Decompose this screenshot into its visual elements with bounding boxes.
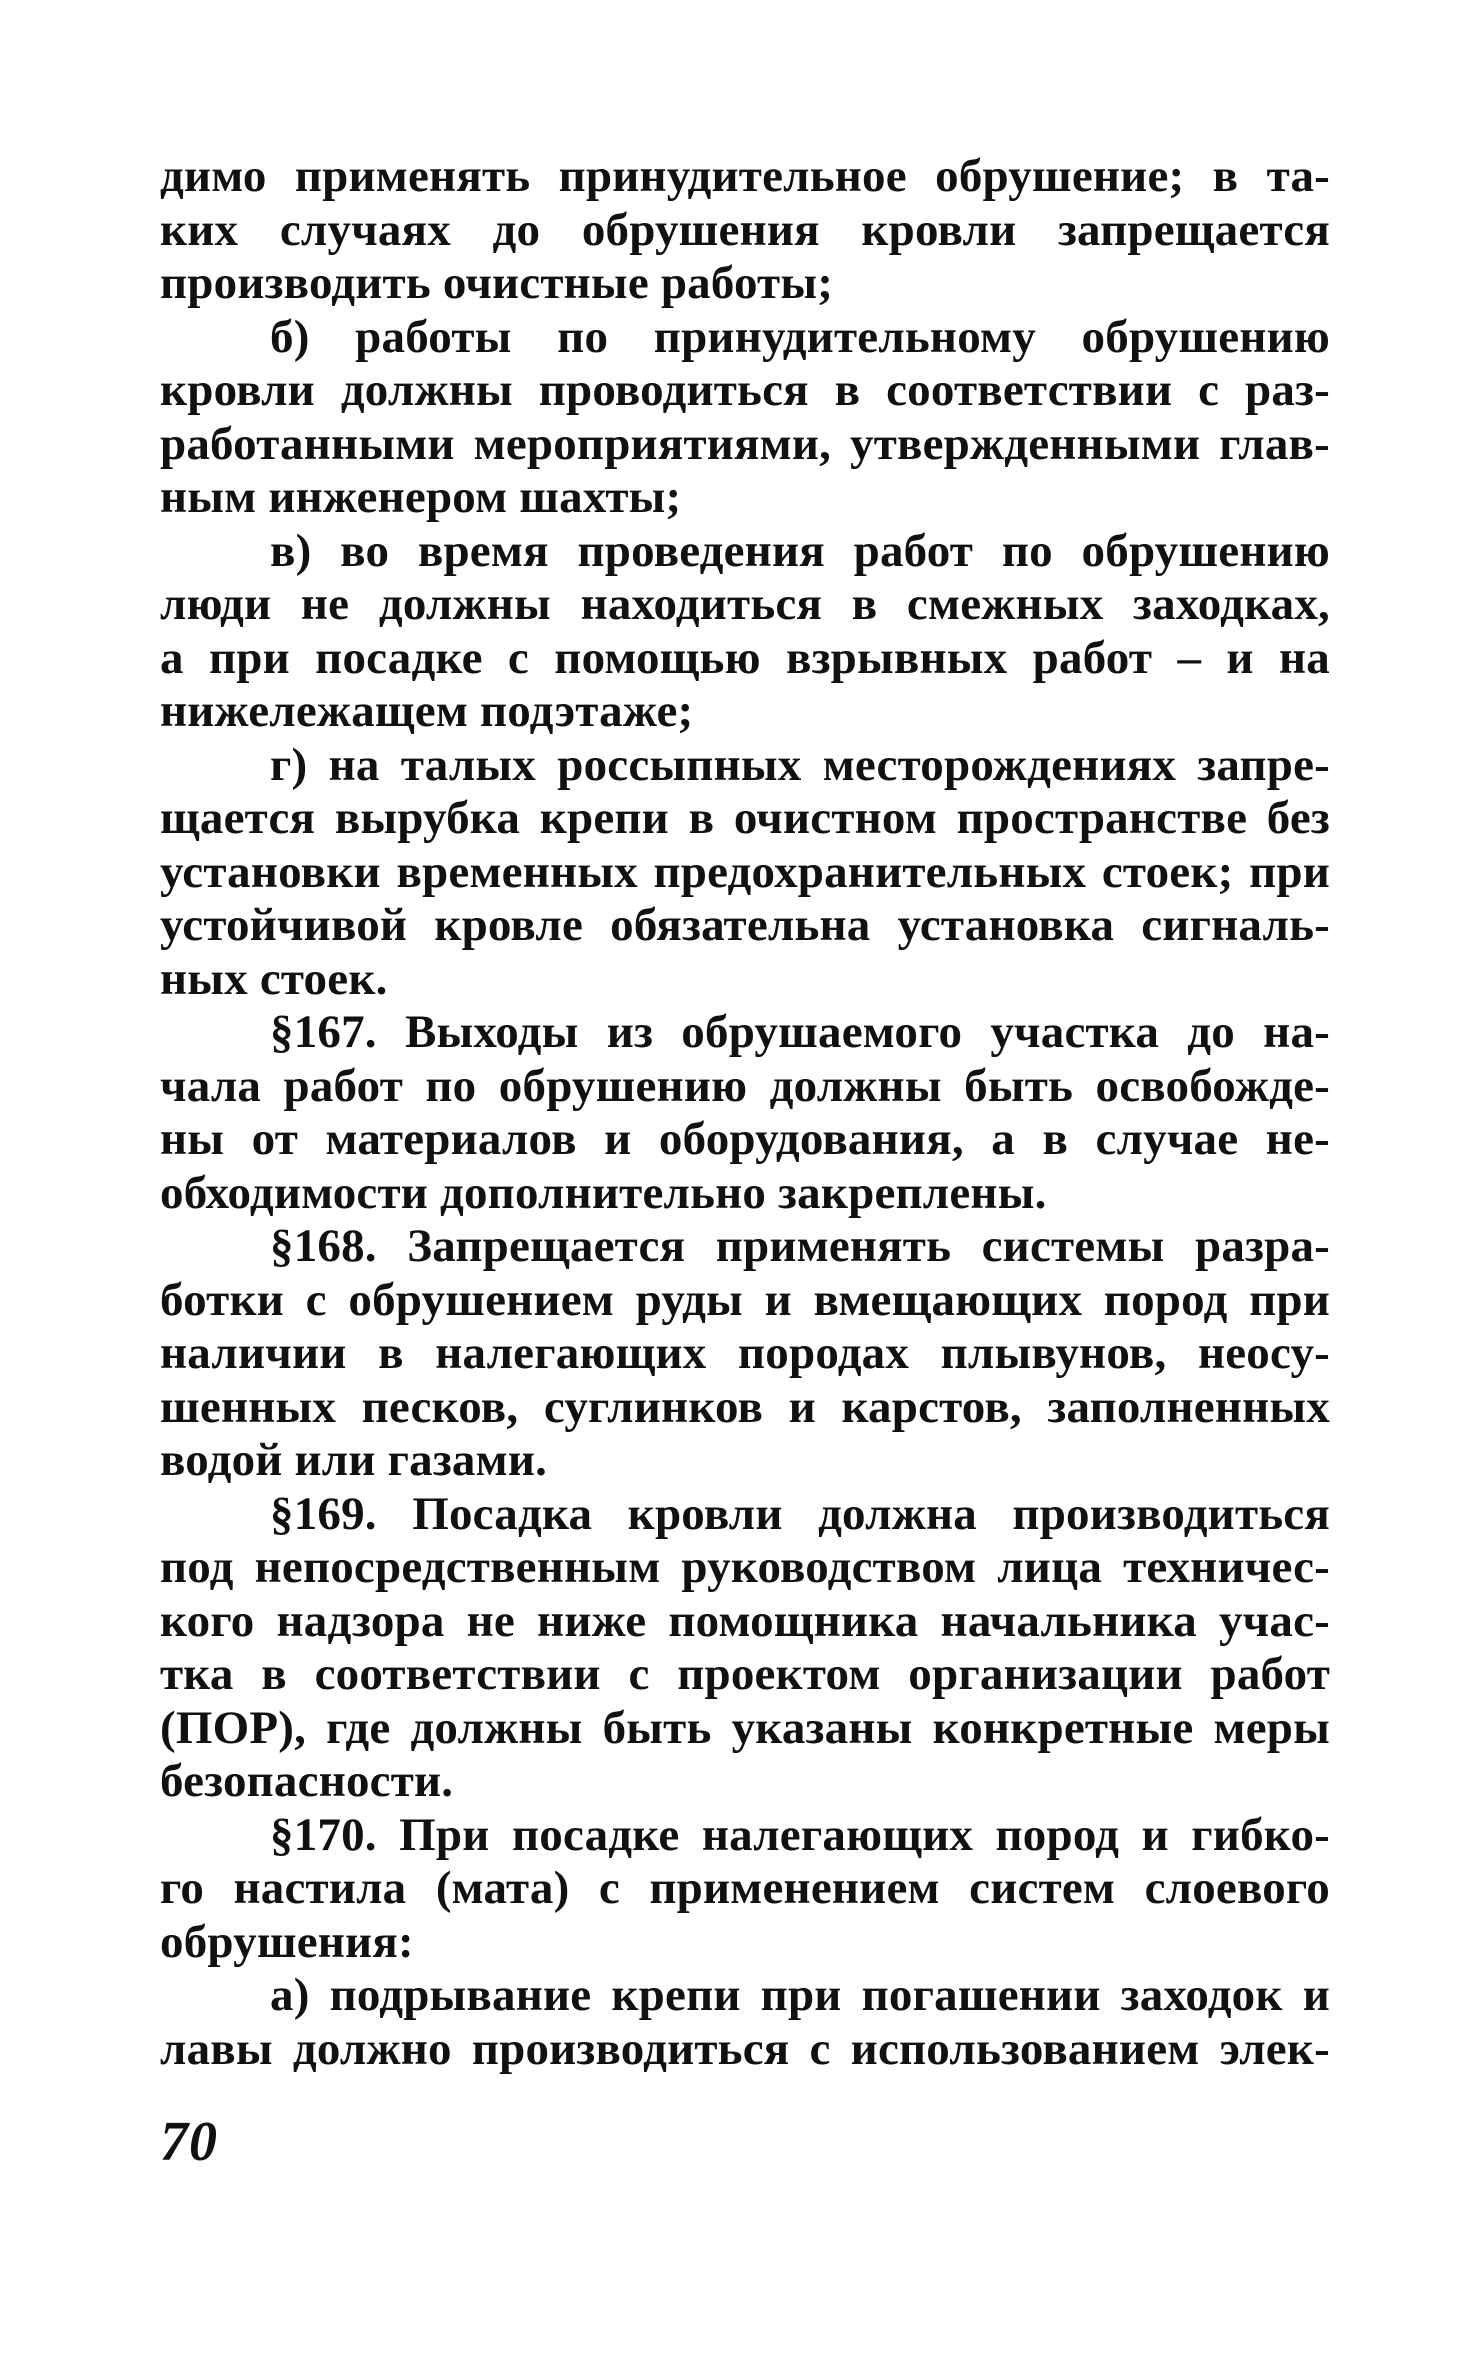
text-line: шенных песков, суглинков и карстов, заполненных [160,1380,1330,1433]
text-line: тка в соответствии с проектом организации работ [160,1648,1330,1700]
text-line: а при посадке с помощью взрывных работ – и на [160,631,1330,684]
text-line: §169. Посадка кровли должна производиться [270,1487,1330,1540]
text-line: в) во время проведения работ по обрушению [270,524,1330,577]
paragraph-section-169 [160,1488,1330,1809]
text-line: кого надзора не ниже помощника начальника учас- [160,1594,1330,1647]
text-line: установки временных предохранительных стоек; при [160,845,1330,898]
paragraph-section-167 [160,1006,1330,1220]
text-line: лавы должно производиться с использованием элек- [160,2022,1330,2075]
text-line: водой или газами. [160,1434,548,1486]
text-line: ны от материалов и оборудования, а в случае не- [160,1113,1330,1165]
text-line: люди не должны находиться в смежных заходках, [160,578,1330,630]
paragraph-item-g [160,739,1330,1007]
page-number: 70 [160,2111,218,2173]
text-line: ных стоек. [160,952,388,1005]
text-line: щается вырубка крепи в очистном пространстве без [160,792,1330,844]
paragraph-item-b [160,311,1330,525]
text-line: работанными мероприятиями, утвержденными глав- [160,417,1330,470]
page-body [160,150,1330,2076]
text-line: под непосредственным руководством лица техничес- [160,1541,1330,1593]
text-line: §167. Выходы из обрушаемого участка до на- [270,1006,1330,1058]
text-line: а) подрывание крепи при погашении заходок и [270,1969,1330,2021]
paragraph-continuation [160,150,1330,311]
text-line: г) на талых россыпных месторождениях запре- [270,738,1330,791]
text-line: (ПОР), где должны быть указаны конкретные меры [160,1701,1330,1754]
text-line: нижележащем подэтаже; [160,685,694,737]
text-line: ным инженером шахты; [160,471,682,523]
paragraph-item-v [160,525,1330,739]
text-line: ких случаях до обрушения кровли запрещается [160,203,1330,256]
paragraph-section-170 [160,1809,1330,1970]
text-line: наличии в налегающих породах плывунов, неосу- [160,1327,1330,1379]
text-line: обходимости дополнительно закреплены. [160,1166,1047,1219]
text-line: ботки с обрушением руды и вмещающих пород при [160,1273,1330,1326]
text-line: чала работ по обрушению должны быть освобожде- [160,1059,1330,1112]
text-line: кровли должны проводиться в соответствии с раз- [160,364,1330,416]
paragraph-item-a [160,1969,1330,2076]
text-line: §168. Запрещается применять системы разра- [270,1220,1330,1272]
text-line: устойчивой кровле обязательна установка сигналь- [160,899,1330,951]
paragraph-section-168 [160,1220,1330,1488]
text-line: б) работы по принудительному обрушению [270,310,1330,363]
text-line: димо применять принудительное обрушение; в та- [160,150,1330,202]
text-line: §170. При посадке налегающих пород и гибко- [270,1808,1330,1861]
text-line: безопасности. [160,1755,454,1807]
text-line: го настила (мата) с применением систем слоевого [160,1862,1330,1914]
text-line: производить очистные работы; [160,257,834,309]
text-line: обрушения: [160,1915,414,1968]
